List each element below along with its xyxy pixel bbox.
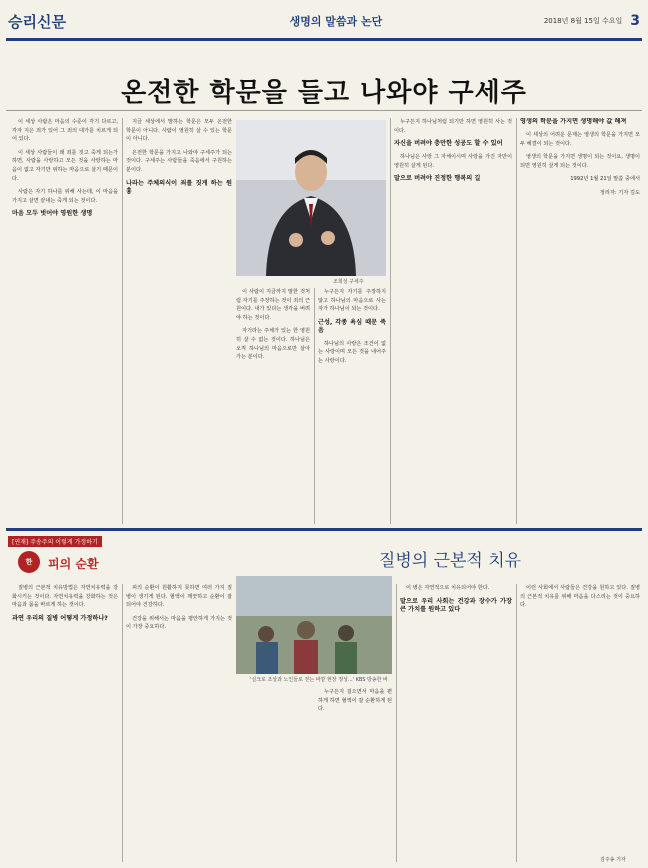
paragraph: 건강을 위해서는 마음을 평안하게 가지는 것이 가장 중요하다. [126,615,232,631]
paragraph: 영생의 학문을 가지면 생명이 되는 것이요, 생명이 되면 영원히 살게 되는 것이다. [520,154,640,169]
paragraph: 이런 사회에서 사람들은 건강을 원하고 있다. 질병의 근본적 치유를 위해 마음을 다스리는 것이 중요하다. [520,585,640,609]
column-divider [516,584,517,862]
crowd-illustration [236,576,392,674]
headline-rule [6,110,642,111]
article2-column-4 [318,688,392,862]
paragraph: 하나님은 사랑 그 자체이시며 사랑을 가진 자만이 영원히 살게 된다. [394,154,512,169]
subheading: 근성, 각종 욕심 때문 죽음 [318,318,386,334]
masthead [8,6,640,36]
article2-headline: 질병의 근본적 치유 [378,551,522,571]
subheading: 마음 모두 벗어야 영원한 생명 [12,210,93,218]
editor-note: 정리자: 기자 김도 [599,189,640,196]
column-divider [122,584,123,862]
article1-photo [236,120,386,276]
newspaper-logo: 승리신문 [8,12,66,31]
column-divider [516,118,517,524]
section-rule [6,528,642,531]
photo-caption: 조희성 구세주 [333,279,364,285]
paragraph: 누구든지 자기를 주장하지 않고 하나님의 마음으로 사는 자가 하나님이 되는 것이다. [318,289,386,313]
paragraph: 이 사람이 지금까지 말한 것처럼 자기를 주장하는 것이 죄의 근원이다. 내가 있다는 생각을 버려야 하는 것이다. [236,289,310,321]
column-divider [122,118,123,524]
column-divider [390,118,391,524]
article1-headline: 온전한 학문을 들고 나와야 구세주 [121,78,527,108]
photo-caption: '실크로 조상과 노인들로 걷는 바깥 현장 정성...' KBS 방송한 바 [250,677,388,683]
subheading: 나라는 주체의식이 죄를 짓게 하는 원흉 [126,179,232,195]
article2-column-5 [400,584,512,862]
article1-column-4 [318,288,386,524]
paragraph: 이 세상 사람은 마음의 수준이 각기 다르고, 각자 지은 죄가 있어 그 죄의 대가를 치르게 되어 있다. [12,119,118,143]
byline: 김주송 기자 [600,857,626,863]
paragraph: 지금 세상에서 말하는 학문은 모두 온전한 학문이 아니다. 사람이 영원히 살 수 있는 학문이 아니다. [126,119,232,143]
article1-column-3 [236,288,310,524]
subheading: 영생의 학문을 가지면 생명해야 값 해져 [520,118,627,125]
subheading: 자신을 버려야 충만한 성공도 할 수 있어 [394,140,503,148]
article2-photo [236,576,392,674]
portrait-illustration [236,120,386,276]
section-title: 생명의 말씀과 논단 [289,15,383,28]
page-number: 3 [630,13,640,29]
paragraph: 자기라는 주체가 있는 한 영원히 살 수 없는 것이다. 하나님은 오직 하나님의 마음으로만 살아가는 분이다. [236,328,310,361]
issue-date: 2018년 8월 15일 수요일 [543,17,623,25]
column-divider [314,288,315,524]
paragraph: 이 병은 자연적으로 치유되어야 한다. [406,585,490,591]
article1-column-2 [126,118,232,524]
paragraph: 하나님의 사랑은 조건이 없는 사랑이며 모든 것을 내어주는 사랑이다. [318,340,386,364]
paragraph: 피의 순환이 원활하지 못하면 여러 가지 질병이 생기게 된다. 혈액이 깨끗하고 순환이 잘 되어야 건강하다. [126,585,232,609]
article1-column-1 [12,118,118,524]
paragraph: 누구든지 걸으면서 마음을 편하게 하면 혈액이 잘 순환하게 된다. [318,689,392,713]
article2-column-6 [520,584,640,854]
series-tag: [연재] 주송주의 이렇게 가정하기 [8,536,102,547]
subheading: 말으로 우리 사회는 건강과 장수가 가장 큰 가치를 원하고 있다 [400,597,512,613]
header-rule [6,38,642,41]
article2-column-2 [126,584,232,862]
paragraph: 온전한 학문을 가지고 나와야 구세주가 되는 것이다. 구세주는 사람들을 죽음에서 구원하는 분이다. [126,149,232,173]
article2-column-1 [12,584,118,862]
article2-kicker: 피의 순환 [48,557,99,571]
paragraph: 질병의 근본적 치유방법은 자연치유력을 강화시키는 것이다. 자연치유력을 강화하는 것은 마음과 몸을 바르게 하는 것이다. [12,585,118,609]
article1-column-6 [520,118,640,524]
subheading: 과연 우리의 질병 어떻게 가정하나? [12,614,108,622]
seal-icon: 한 [18,551,40,573]
paragraph: 이 세상의 어려운 문제는 영생의 학문을 가지면 모두 해결이 되는 것이다. [520,132,640,147]
source-note: 1992년 1월 21일 말씀 중에서 [570,176,640,183]
paragraph: 사람은 자기 하나를 위해 사는데, 이 마음을 가지고 살면 끝내는 죽게 되는 것이다. [12,189,118,204]
paragraph: 누구든지 하나님처럼 되기만 하면 영원히 사는 것이다. [394,119,512,134]
paragraph: 이 세상 사람들이 왜 죄를 짓고 죽게 되는가 하면, 사람을 사랑하고 모든 것을 사랑하는 마음이 없고 자기만 위하는 마음으로 살기 때문이다. [12,149,118,182]
subheading: 말으로 버려야 진정한 행복의 길 [394,175,481,183]
column-divider [396,584,397,862]
article1-column-5 [394,118,512,524]
